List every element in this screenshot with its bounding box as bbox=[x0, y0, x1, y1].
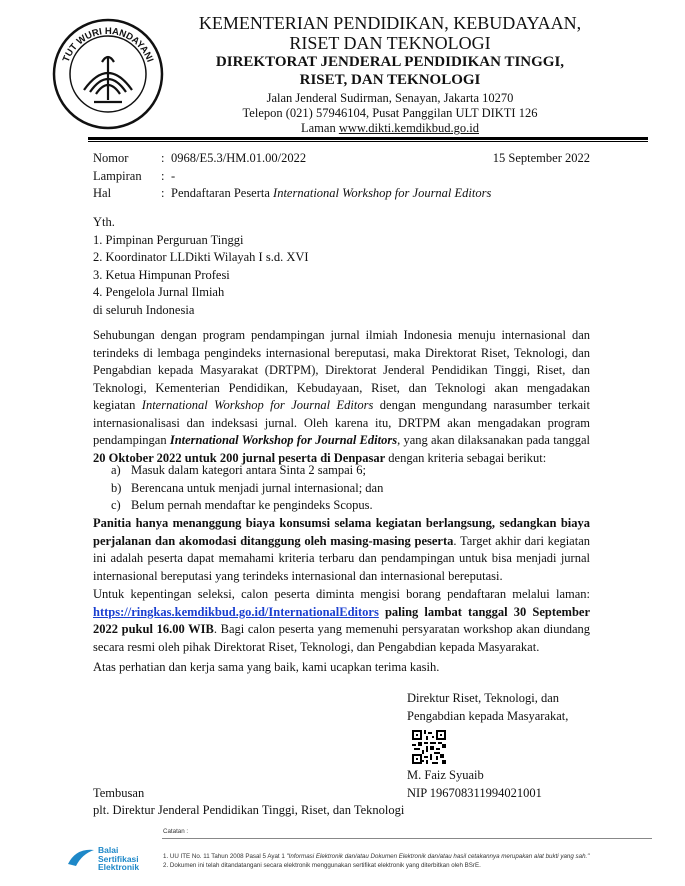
signer-nip: NIP 196708311994021001 bbox=[407, 785, 542, 800]
bse-logo-text: Balai Sertifikasi Elektronik bbox=[98, 845, 140, 872]
website-line: Laman www.dikti.kemdikbud.go.id bbox=[301, 121, 479, 135]
nomor-value: 0968/E5.3/HM.01.00/2022 bbox=[171, 151, 307, 165]
registration-link[interactable]: https://ringkas.kemdikbud.go.id/InternationalEditors bbox=[93, 604, 379, 619]
paragraph-registration: Untuk kepentingan seleksi, calon peserta diminta mengisi borang pendaftaran melalui laman: https://ringkas.kemdikbud.go.id/InternationalEditors paling lambat tanggal 30 September 2022 pukul 16.00 WIB. Bagi calon peserta yang memenuhi persyaratan workshop akan diundang secara resmi oleh pihak Direktorat Riset, Teknologi, dan Pengabdian kepada Masyarakat. bbox=[93, 587, 590, 654]
tembusan-item: plt. Direktur Jenderal Pendidikan Tinggi, Riset, dan Teknologi bbox=[93, 803, 405, 817]
recipient-item: 3. Ketua Himpunan Profesi bbox=[93, 267, 230, 282]
lampiran-value: - bbox=[171, 168, 176, 183]
greeting: Yth. bbox=[93, 215, 115, 229]
footer-divider bbox=[162, 838, 652, 839]
recipients bbox=[93, 214, 590, 319]
logo-motto: TUT WURI HANDAYANI bbox=[60, 25, 156, 64]
closing-sentence: Atas perhatian dan kerja sama yang baik, kami ucapkan terima kasih. bbox=[93, 660, 440, 674]
criteria-item: a) Masuk dalam kategori antara Sinta 2 sampai 6; bbox=[111, 463, 367, 477]
criteria-item: b) Berencana untuk menjadi jurnal internasional; dan bbox=[111, 480, 384, 495]
signer-name: M. Faiz Syuaib bbox=[407, 768, 484, 782]
bse-logo-icon bbox=[66, 846, 96, 868]
paragraph-costs: Panitia hanya menanggung biaya konsumsi selama kegiatan berlangsung, sedangkan biaya perjalanan dan akomodasi ditanggung oleh masing-masing peserta. Target akhir dari kegiatan ini adalah peserta dapat memahami kriteria terbaru dan pendampingan untuk bisa menjadi jurnal internasional bereputasi yang terindeks internasional dan internasional bereputasi. bbox=[93, 516, 590, 583]
qr-code-signature bbox=[412, 730, 446, 764]
directorate-line1: DIREKTORAT JENDERAL PENDIDIKAN TINGGI, bbox=[215, 54, 565, 70]
letter-date: 15 September 2022 bbox=[492, 151, 590, 165]
signer-title-line1: Direktur Riset, Teknologi, dan bbox=[407, 691, 559, 705]
letterhead-rule-thick bbox=[88, 137, 648, 140]
recipient-item: 1. Pimpinan Perguruan Tinggi bbox=[93, 232, 244, 247]
recipient-item: 2. Koordinator LLDikti Wilayah I s.d. XVI bbox=[93, 250, 309, 264]
signature-block bbox=[407, 690, 607, 725]
footer-note-2: 2. Dokumen ini telah ditandatangani secara elektronik menggunakan sertifikat elektronik yang diterbitkan oleh BSrE. bbox=[163, 862, 481, 869]
lampiran-label: Lampiran bbox=[93, 168, 142, 183]
footer-catatan-label: Catatan : bbox=[163, 828, 189, 835]
phone: Telepon (021) 57946104, Pusat Panggilan ULT DIKTI 126 bbox=[242, 106, 538, 120]
signer-title-line2: Pengabdian kepada Masyarakat, bbox=[407, 708, 569, 723]
recipient-location: di seluruh Indonesia bbox=[93, 302, 195, 317]
tut-wuri-handayani-logo bbox=[50, 16, 166, 132]
letter-meta: Nomor : 0968/E5.3/HM.01.00/2022 15 September 2022 Lampiran : - Hal : Pendaftaran Peserta International Workshop for Journal Editors bbox=[93, 150, 590, 203]
criteria-list bbox=[93, 462, 590, 515]
address: Jalan Jenderal Sudirman, Senayan, Jakarta 10270 bbox=[266, 91, 514, 105]
hal-label: Hal bbox=[93, 186, 112, 200]
nomor-label: Nomor bbox=[93, 151, 129, 165]
paragraph-intro: Sehubungan dengan program pendampingan jurnal ilmiah Indonesia menuju internasional dan terindeks di lembaga pengindeks internasional bereputasi, maka Direktorat Riset, Teknologi, dan Pengabdian kepada Masyarakat (DRTPM), Direktorat Jenderal Pendidikan Tinggi, Riset, dan Teknologi, Kementerian Pendidikan, Kebudayaan, Riset, dan Teknologi akan mengadakan kegiatan International Workshop for Journal Editors dengan mengundang narasumber terkait internasionalisasi dan indeksasi jurnal. Oleh karena itu, DRTPM akan mengadakan program pendampingan International Workshop for Journal Editors, yang akan dilaksanakan pada tanggal 20 Oktober 2022 untuk 200 jurnal peserta di Denpasar dengan kriteria sebagai berikut: bbox=[93, 328, 591, 465]
criteria-item: c) Belum pernah mendaftar ke pengindeks Scopus. bbox=[111, 498, 373, 512]
recipient-item: 4. Pengelola Jurnal Ilmiah bbox=[93, 285, 225, 299]
tembusan-label: Tembusan bbox=[93, 786, 145, 800]
footer-note-1: 1. UU ITE No. 11 Tahun 2008 Pasal 5 Ayat 1 "Informasi Elektronik dan/atau Dokumen Elektronik dan/atau hasil cetakannya merupakan alat bukti yang sah." bbox=[163, 853, 590, 860]
signer-identity bbox=[407, 767, 607, 802]
ministry-name-line1: KEMENTERIAN PENDIDIKAN, KEBUDAYAAN, bbox=[198, 13, 582, 33]
hal-value: Pendaftaran Peserta International Workshop for Journal Editors bbox=[171, 186, 492, 200]
letterhead bbox=[170, 13, 610, 136]
directorate-line2: RISET, DAN TEKNOLOGI bbox=[299, 72, 481, 88]
website-link[interactable]: www.dikti.kemdikbud.go.id bbox=[338, 121, 479, 135]
letterhead-rule-thin bbox=[88, 141, 648, 142]
ministry-name-line2: RISET DAN TEKNOLOGI bbox=[289, 33, 491, 53]
